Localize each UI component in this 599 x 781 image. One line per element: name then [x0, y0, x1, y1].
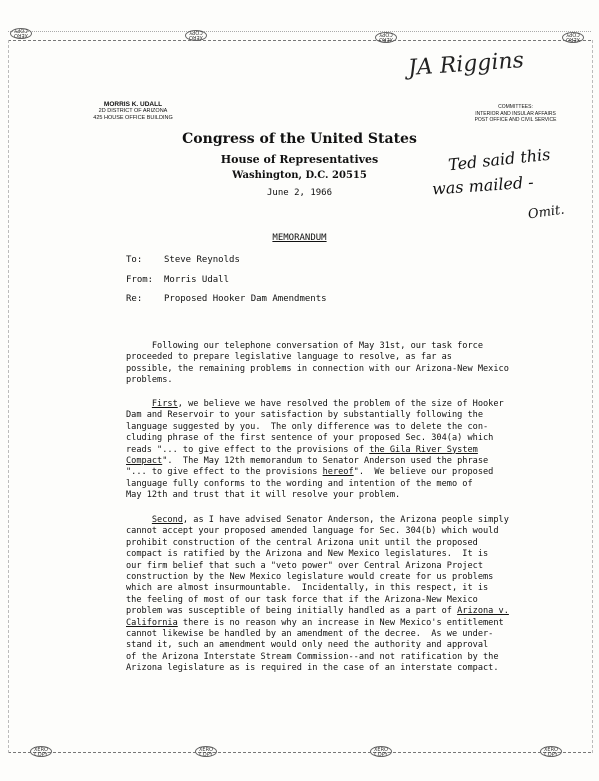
congress-heading: Congress of the United States: [182, 131, 417, 147]
xerox-copy-mark: XERO COPY: [375, 32, 397, 43]
memo-from-row: [126, 275, 230, 285]
sender-name: MORRIS K. UDALL: [103, 101, 163, 108]
california-underlined: California: [126, 617, 178, 628]
body-line: our firm belief that such a "veto power" over Central Arizona Project: [126, 560, 483, 571]
body-line: cluding phrase of the first sentence of your proposed Sec. 304(a) which: [126, 433, 494, 444]
re-label: Re:: [126, 294, 143, 304]
body-line: possible, the remaining problems in connection with our Arizona-New Mexico: [126, 363, 509, 374]
gila-compact-underlined: the Gila River System: [369, 444, 478, 455]
xerox-copy-mark: XERO COPY: [30, 746, 52, 757]
body-line: problems.: [126, 375, 173, 386]
memo-re-row: [126, 294, 327, 304]
body-line: [126, 467, 514, 478]
body-line: the feeling of most of our task force that if the Arizona-New Mexico: [126, 594, 478, 605]
body-line-text: there is no reason why an increase in New Mexico's entitlement: [177, 617, 504, 628]
sender-office: 425 HOUSE OFFICE BUILDING: [93, 115, 173, 121]
paragraph-1: [126, 341, 514, 387]
letterhead-committees: [468, 104, 563, 124]
from-label: From:: [126, 275, 154, 285]
xerox-copy-mark: XERO COPY: [562, 32, 584, 43]
memo-date: June 2, 1966: [266, 188, 333, 198]
body-line: [126, 618, 514, 629]
body-line-text: , we believe we have resolved the problem of the size of Hooker: [177, 399, 504, 409]
body-line-text: problem was susceptible of being initially handled as a part of: [126, 606, 458, 617]
body-line: [126, 445, 514, 456]
body-line: stand it, such an amendment would only need the authority and approval: [126, 640, 489, 651]
body-line: construction by the New Mexico legislature would create for us problems: [126, 572, 494, 583]
xerox-copy-mark: XERO COPY: [10, 28, 32, 39]
sender-district: 2D DISTRICT OF ARIZONA: [98, 108, 168, 114]
body-line: cannot likewise be handled by an amendment of the decree. As we under-: [126, 629, 494, 640]
body-line: Arizona legislature as is required in the case of an interstate compact.: [126, 663, 499, 674]
body-line-text: , as I have advised Senator Anderson, the Arizona people simply: [182, 515, 509, 525]
body-line: compact is ratified by the Arizona and New Mexico legislatures. It is: [126, 549, 489, 560]
body-line: of the Arizona Interstate Stream Commission--and not ratification by the: [126, 651, 499, 662]
memo-title: MEMORANDUM: [272, 233, 327, 243]
handwritten-signature: JA Riggins: [407, 47, 525, 82]
body-line: [126, 515, 514, 526]
handwritten-note-line1: Ted said this: [447, 144, 552, 175]
arizona-v-underlined: Arizona v.: [457, 606, 509, 617]
handwritten-note-line2: was mailed -: [431, 172, 535, 199]
compact-underlined: Compact: [126, 456, 163, 467]
washington-address: Washington, D.C. 20515: [232, 170, 367, 181]
paragraph-2: [126, 399, 514, 502]
xerox-copy-mark: XERO COPY: [370, 746, 392, 757]
body-line: Following our telephone conversation of May 31st, our task force: [126, 341, 483, 351]
body-line: May 12th and trust that it will resolve your problem.: [126, 490, 401, 501]
paragraph-3: [126, 515, 514, 675]
body-line-text: reads "... to give effect to the provisions of: [126, 444, 370, 455]
body-line-text: ". We believe our proposed: [353, 467, 494, 478]
first-underlined: First: [151, 399, 178, 409]
copy-border-bottom: [8, 752, 591, 753]
hereof-underlined: hereof: [322, 467, 354, 478]
re-value: Proposed Hooker Dam Amendments: [164, 294, 327, 304]
body-line: which are almost insurmountable. Incidentally, in this respect, it is: [126, 583, 489, 594]
body-line: language fully conforms to the wording and intention of the memo of: [126, 478, 473, 489]
xerox-copy-mark: XERO COPY: [185, 30, 207, 41]
to-label: To:: [126, 255, 143, 265]
from-value: Morris Udall: [164, 275, 230, 285]
house-heading: House of Representatives: [220, 153, 379, 166]
second-underlined: Second: [151, 515, 183, 525]
body-line-text: ". The May 12th memorandum to Senator Anderson used the phrase: [162, 456, 489, 467]
copy-border-top: [8, 40, 591, 41]
body-line: proceeded to prepare legislative language to resolve, as far as: [126, 352, 452, 363]
handwritten-initials: Omit.: [527, 202, 566, 223]
body-line-text: "... to give effect to the provisions: [126, 467, 323, 478]
body-line: Dam and Reservoir to your satisfaction by substantially following the: [126, 410, 483, 421]
body-line: cannot accept your proposed amended language for Sec. 304(b) which would: [126, 526, 499, 537]
letterhead-sender: [88, 101, 178, 122]
copy-border-dotted: [8, 31, 591, 32]
committee-interior: INTERIOR AND INSULAR AFFAIRS: [475, 110, 556, 117]
body-line: [126, 456, 514, 467]
xerox-copy-mark: XERO COPY: [195, 746, 217, 757]
committee-post-office: POST OFFICE AND CIVIL SERVICE: [474, 117, 557, 123]
body-line: language suggested by you. The only difference was to delete the con-: [126, 421, 489, 432]
body-line: [126, 399, 514, 410]
committees-heading: COMMITTEES:: [498, 104, 533, 110]
xerox-copy-mark: XERO COPY: [540, 746, 562, 757]
body-line: [126, 606, 514, 617]
to-value: Steve Reynolds: [164, 255, 240, 265]
body-line: prohibit construction of the central Arizona unit until the proposed: [126, 537, 478, 548]
memo-to-row: [126, 255, 240, 265]
